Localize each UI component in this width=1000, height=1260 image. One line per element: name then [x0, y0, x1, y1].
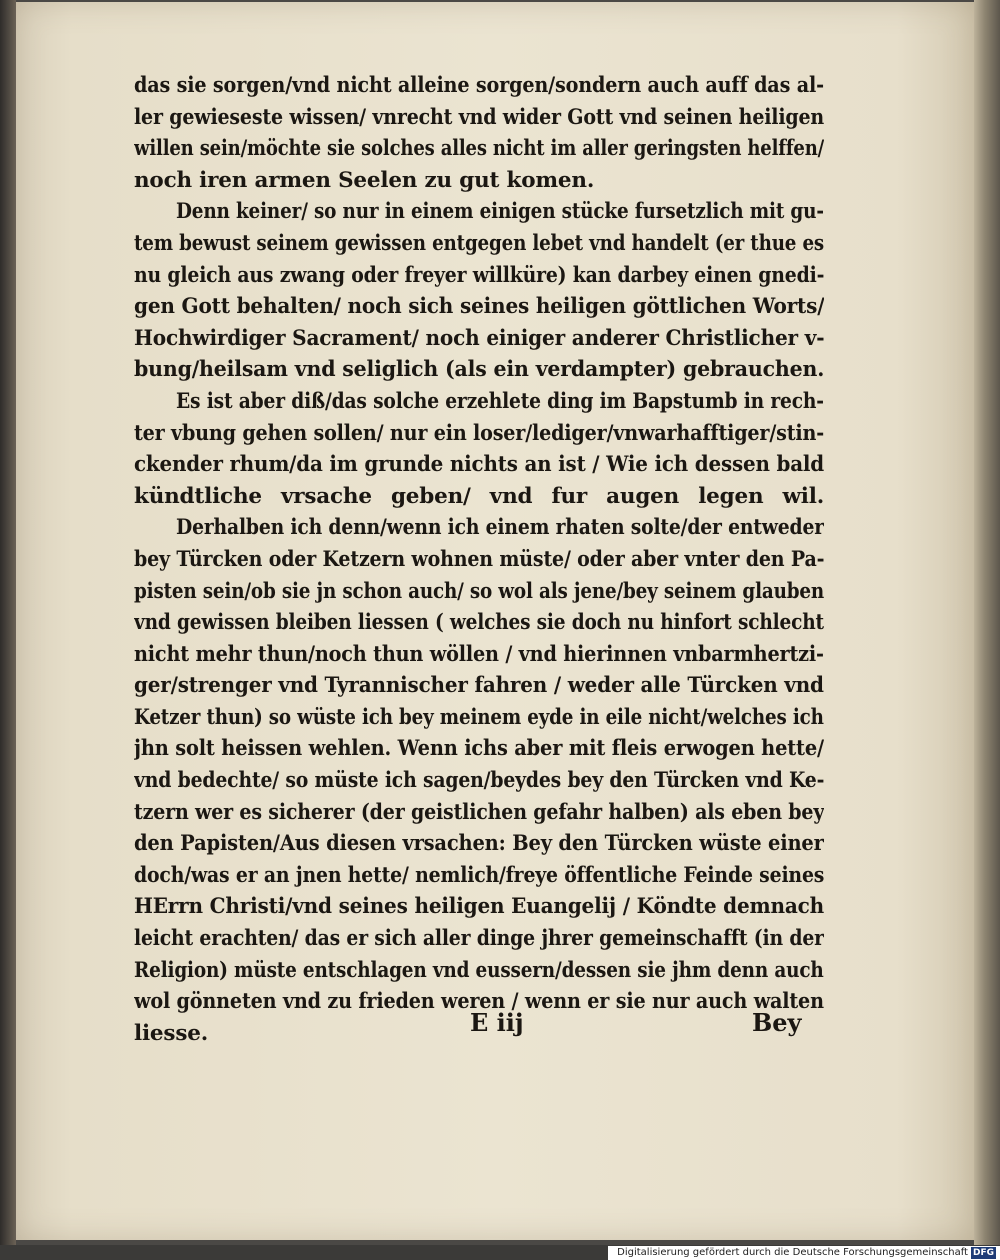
body-text — [134, 70, 824, 1049]
text-line: den Papisten/Aus diesen vrsachen: Bey den Türcken wüste einer — [134, 831, 824, 857]
text-line: liesse. — [134, 1020, 208, 1046]
text-line: tem bewust seinem gewissen entgegen lebet vnd handelt (er thue es — [134, 230, 824, 256]
text-line: doch/was er an jnen hette/ nemlich/freye öffentliche Feinde seines — [134, 862, 824, 888]
signature-mark: E iij — [470, 1008, 524, 1037]
text-line: bey Türcken oder Ketzern wohnen müste/ oder aber vnter den Pa- — [134, 546, 824, 572]
page-edge — [974, 0, 1000, 1245]
dfg-credit-bar — [608, 1246, 1000, 1260]
text-line: Es ist aber diß/das solche erzehlete ding im Bapstumb in rech- — [176, 388, 824, 414]
gutter-shadow — [0, 0, 16, 1245]
text-line: pisten sein/ob sie jn schon auch/ so wol als jene/bey seinem glauben — [134, 578, 824, 604]
text-line: bung/heilsam vnd seliglich (als ein verdampter) gebrauchen. — [134, 357, 824, 383]
text-line: ger/strenger vnd Tyrannischer fahren / weder alle Türcken vnd — [134, 673, 824, 699]
text-line: Derhalben ich denn/wenn ich einem rhaten solte/der entweder — [176, 515, 824, 541]
text-line: ckender rhum/da im grunde nichts an ist / Wie ich dessen bald — [134, 452, 824, 478]
text-line: gen Gott behalten/ noch sich seines heiligen göttlichen Worts/ — [134, 294, 824, 320]
text-line: das sie sorgen/vnd nicht alleine sorgen/sondern auch auff das al- — [134, 73, 824, 98]
text-line: wol gönneten vnd zu frieden weren / wenn er sie nur auch walten — [134, 989, 824, 1015]
catchword: Bey — [752, 1008, 802, 1037]
text-line: Religion) müste entschlagen vnd eussern/dessen sie jhm denn auch — [134, 957, 824, 983]
text-line: vnd bedechte/ so müste ich sagen/beydes bey den Türcken vnd Ke- — [134, 768, 824, 794]
dfg-credit-text: Digitalisierung gefördert durch die Deutsche Forschungsgemeinschaft — [617, 1247, 968, 1258]
text-line: kündtliche vrsache geben/ vnd fur augen legen wil. — [134, 483, 824, 509]
dfg-logo: DFG — [972, 1248, 994, 1258]
text-line: ler gewieseste wissen/ vnrecht vnd wider Gott vnd seinen heiligen — [134, 104, 824, 130]
text-line: nicht mehr thun/noch thun wöllen / vnd hierinnen vnbarmhertzi- — [134, 641, 824, 667]
text-line: nu gleich aus zwang oder freyer willküre) kan darbey einen gnedi- — [134, 262, 824, 288]
text-line: leicht erachten/ das er sich aller dinge jhrer gemeinschafft (in der — [134, 926, 824, 952]
text-line: ter vbung gehen sollen/ nur ein loser/lediger/vnwarhafftiger/stin- — [134, 420, 824, 446]
text-line: Denn keiner/ so nur in einem einigen stücke fursetzlich mit gu- — [176, 199, 824, 225]
text-line: Hochwirdiger Sacrament/ noch einiger anderer Christlicher v- — [134, 325, 824, 351]
text-line: noch iren armen Seelen zu gut komen. — [134, 167, 595, 193]
text-line: willen sein/möchte sie solches alles nicht im aller geringsten helffen/ — [134, 136, 824, 162]
text-line: HErrn Christi/vnd seines heiligen Euangelij / Köndte demnach — [134, 894, 824, 920]
text-line: tzern wer es sicherer (der geistlichen gefahr halben) als eben bey — [134, 799, 824, 825]
text-line: vnd gewissen bleiben liessen ( welches sie doch nu hinfort schlecht — [134, 610, 824, 636]
text-line: Ketzer thun) so wüste ich bey meinem eyde in eile nicht/welches ich — [134, 704, 824, 730]
text-line: jhn solt heissen wehlen. Wenn ichs aber mit fleis erwogen hette/ — [134, 736, 824, 762]
